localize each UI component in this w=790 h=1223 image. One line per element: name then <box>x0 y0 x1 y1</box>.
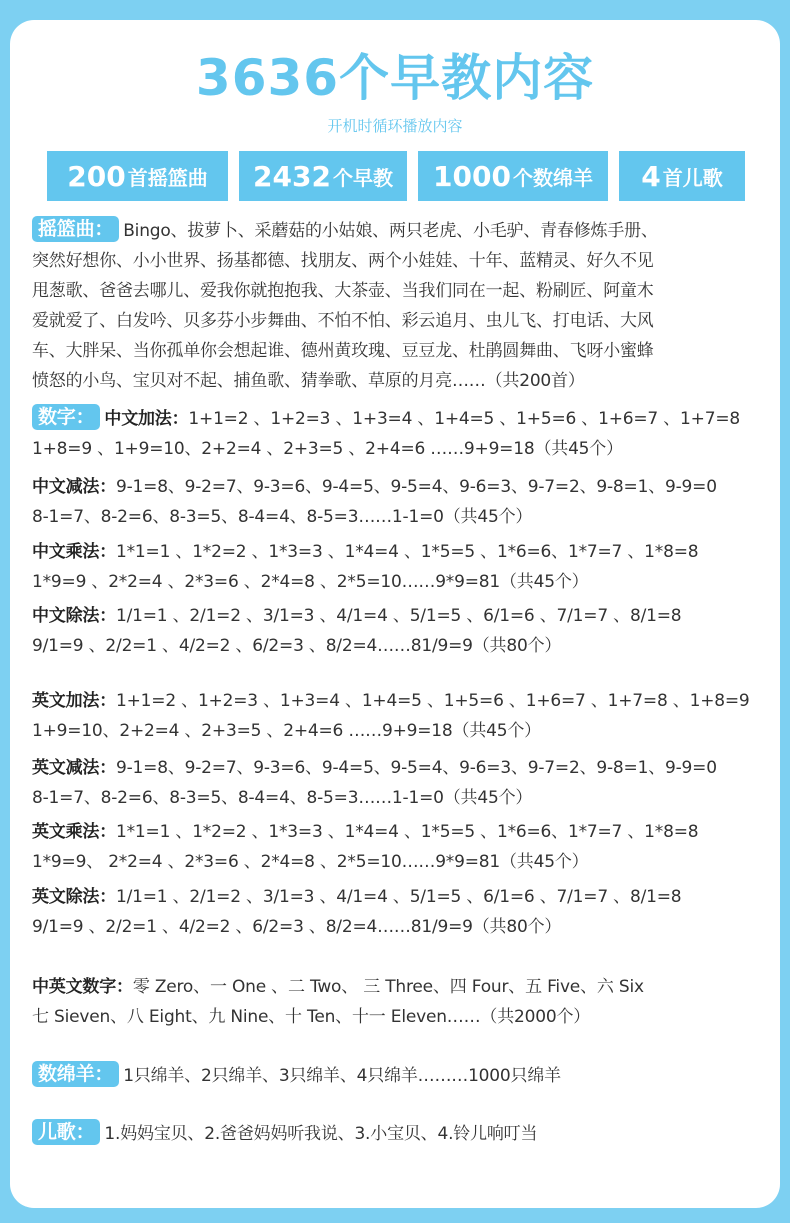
badge-label: 个早教 <box>332 165 393 190</box>
badge-number: 200 <box>67 159 126 193</box>
section-tag-math: 数字： <box>32 404 100 430</box>
badge-education <box>239 151 407 201</box>
badge-label: 首儿歌 <box>662 165 723 190</box>
math-en-add: 英文加法：1+1=2 、1+2=3 、1+3=4 、1+4=5 、1+5=6 、1+6=7 、1+7=8 、1+8=9 1+9=10、2+2=4 、2+3=5 、2+4=6 ……9+9=18（共45个） <box>32 691 750 741</box>
math-cn-add: 数字： 中文加法：1+1=2 、1+2=3 、1+3=4 、1+4=5 、1+5=6 、1+6=7 、1+7=8 1+8=9 、1+9=10、2+2=4 、2+3=5 、2+4=6 ……9+9=18（共45个） <box>32 406 740 459</box>
lullaby-section <box>32 216 658 396</box>
page-subtitle: 开机时循环播放内容 <box>327 117 463 135</box>
math-en-div: 英文除法：1/1=1 、2/1=2 、3/1=3 、4/1=4 、5/1=5 、6/1=6 、7/1=7 、8/1=8 9/1=9 、2/2=1 、4/2=2 、6/2=3 、8/2=4……81/9=9（共80个） <box>32 887 682 937</box>
badge-songs <box>619 151 745 201</box>
section-tag-sheep: 数绵羊： <box>32 1061 119 1087</box>
section-tag-songs: 儿歌： <box>32 1119 100 1145</box>
badge-lullaby <box>47 151 228 201</box>
math-bilingual: 中英文数字：零 Zero、一 One 、二 Two、 三 Three、四 Four、五 Five、六 Six 七 Sieven、八 Eight、九 Nine、十 Ten、十一 Eleven……（共2000个） <box>32 977 644 1027</box>
math-en-mul: 英文乘法：1*1=1 、1*2=2 、1*3=3 、1*4=4 、1*5=5 、1*6=6、1*7=7 、1*8=8 1*9=9、 2*2=4 、2*3=6 、2*4=8 、2*5=10……9*9=81（共45个） <box>32 822 699 872</box>
math-cn-sub: 中文减法：9-1=8、9-2=7、9-3=6、9-4=5、9-5=4、9-6=3、9-7=2、9-8=1、9-9=0 8-1=7、8-2=6、8-3=5、8-4=4、8-5=3……1-1=0（共45个） <box>32 477 717 527</box>
section-tag-lullaby: 摇篮曲： <box>32 216 119 242</box>
lullaby-line: 车、大胖呆、当你孤单你会想起谁、德州黄玫瑰、豆豆龙、杜鹃圆舞曲、飞呀小蜜蜂 <box>32 341 654 361</box>
badge-sheep <box>418 151 608 201</box>
badge-label: 首摇篮曲 <box>127 165 208 190</box>
page-title: 3636个早教内容 <box>195 49 595 107</box>
math-cn-div: 中文除法：1/1=1 、2/1=2 、3/1=3 、4/1=4 、5/1=5 、6/1=6 、7/1=7 、8/1=8 9/1=9 、2/2=1 、4/2=2 、6/2=3 、8/2=4……81/9=9（共80个） <box>32 606 682 656</box>
lullaby-line: 甩葱歌、爸爸去哪儿、爱我你就抱抱我、大茶壶、当我们同在一起、粉刷匠、阿童木 <box>32 281 654 301</box>
math-en-sub: 英文减法：9-1=8、9-2=7、9-3=6、9-4=5、9-5=4、9-6=3、9-7=2、9-8=1、9-9=0 8-1=7、8-2=6、8-3=5、8-4=4、8-5=3……1-1=0（共45个） <box>32 758 717 808</box>
sheep-section: 数绵羊： 1只绵羊、2只绵羊、3只绵羊、4只绵羊………1000只绵羊 <box>32 1061 561 1091</box>
badge-number: 4 <box>641 159 661 193</box>
badge-number: 1000 <box>433 159 511 193</box>
lullaby-line: 爱就爱了、白发吟、贝多芬小步舞曲、不怕不怕、彩云追月、虫儿飞、打电话、大风 <box>32 311 654 331</box>
lullaby-line: 摇篮曲： Bingo、拔萝卜、采蘑菇的小姑娘、两只老虎、小毛驴、青春修炼手册、 <box>32 216 658 246</box>
lullaby-line: 愤怒的小鸟、宝贝对不起、捕鱼歌、猜拳歌、草原的月亮……（共200首） <box>32 371 585 391</box>
math-cn-mul: 中文乘法：1*1=1 、1*2=2 、1*3=3 、1*4=4 、1*5=5 、1*6=6、1*7=7 、1*8=8 1*9=9 、2*2=4 、2*3=6 、2*4=8 、2*5=10……9*9=81（共45个） <box>32 542 699 592</box>
badge-label: 个数绵羊 <box>512 165 593 190</box>
badge-row <box>10 151 780 201</box>
songs-section: 儿歌： 1.妈妈宝贝、2.爸爸妈妈听我说、3.小宝贝、4.铃儿响叮当 <box>32 1119 537 1149</box>
badge-number: 2432 <box>253 159 331 193</box>
content-card <box>10 20 780 1208</box>
lullaby-line: 突然好想你、小小世界、扬基都德、找朋友、两个小娃娃、十年、蓝精灵、好久不见 <box>32 251 654 271</box>
